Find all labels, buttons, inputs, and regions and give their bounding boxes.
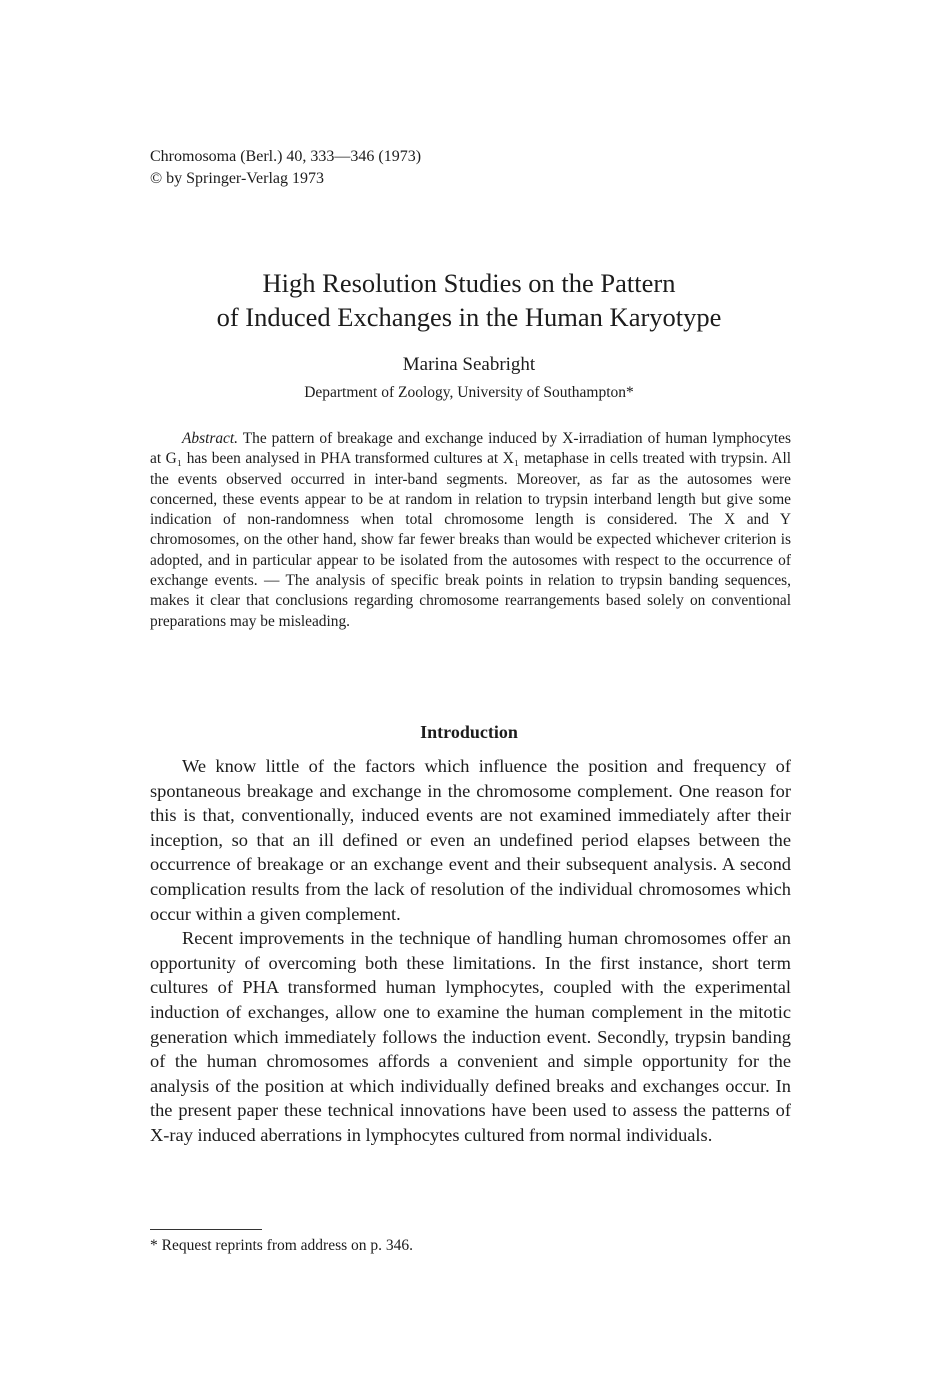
paragraph-1: We know little of the factors which influence the position and frequency of spontaneous breakage and exchange in the chromosome complement. One reason for this is that, conventionally, induced events are not examined immediately after their inception, so that an ill defined or even an undefined period elapses between the occurrence of breakage or an exchange event and their subsequent analysis. A second complication results from the lack of resolution of the individual chromosomes which occur within a given complement.	[150, 756, 791, 924]
section-heading: Introduction	[420, 722, 518, 742]
abstract-block	[150, 429, 791, 632]
title-line-2: of Induced Exchanges in the Human Karyotype	[216, 302, 722, 332]
footnote-rule	[150, 1229, 262, 1230]
journal-citation: Chromosoma (Berl.) 40, 333—346 (1973)	[150, 148, 422, 165]
body-text	[150, 754, 791, 1148]
footnote: * Request reprints from address on p. 346.	[150, 1237, 414, 1254]
author-name: Marina Seabright	[402, 354, 536, 375]
abstract-text: The pattern of breakage and exchange induced by X-irradiation of human lymphocytes at G₁ has been analysed in PHA transformed cultures at X₁ metaphase in cells treated with trypsin. All the events observed occurred in inter-band segments. Moreover, as far as the autosomes were concerned, these events appear to be at random in relation to trypsin interband length but give some indication of non-randomness when total chromosome length is considered. The X and Y chromosomes, on the other hand, show far fewer breaks than would be expected whichever criterion is adopted, and in particular appear to be isolated from the autosomes with respect to the occurrence of exchange events. — The analysis of specific break points in relation to trypsin banding sequences, makes it clear that conclusions regarding chromosome rearrangements based solely on conventional preparations may be misleading.	[150, 430, 791, 630]
abstract	[150, 429, 791, 632]
affiliation: Department of Zoology, University of Southampton*	[304, 384, 634, 401]
journal-header	[150, 146, 421, 190]
abstract-label: Abstract.	[182, 430, 239, 447]
paper-title	[0, 266, 938, 334]
paragraph-2: Recent improvements in the technique of handling human chromosomes offer an opportunity of overcoming both these limitations. In the first instance, short term cultures of PHA transformed human lymphocytes, coupled with the experimental induction of exchanges, allow one to examine the human complement in the mitotic generation which immediately follows the induction event. Secondly, trypsin banding of the human chromosomes affords a convenient and simple opportunity for the analysis of the position at which individually defined breaks and exchanges occur. In the present paper these technical innovations have been used to assess the patterns of X-ray induced aberrations in lymphocytes cultured from normal individuals.	[150, 928, 791, 1145]
copyright-line: © by Springer-Verlag 1973	[150, 170, 325, 187]
title-line-1: High Resolution Studies on the Pattern	[262, 268, 676, 298]
